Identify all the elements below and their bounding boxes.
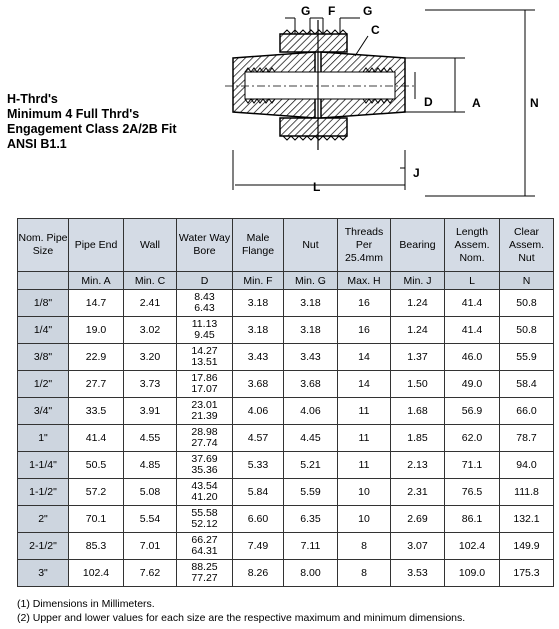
male-flange-cell: 3.43: [233, 344, 284, 371]
bearing-cell: 1.24: [391, 317, 445, 344]
clear-nut-cell: 58.4: [500, 371, 554, 398]
clear-nut-cell: 111.8: [500, 479, 554, 506]
clear-nut-cell: 78.7: [500, 425, 554, 452]
spec-line: H-Thrd's: [7, 92, 58, 106]
table-row: [18, 533, 554, 560]
nut-cell: 3.68: [284, 371, 338, 398]
male-flange-cell: 6.60: [233, 506, 284, 533]
length-cell: 71.1: [445, 452, 500, 479]
length-cell: 41.4: [445, 290, 500, 317]
threads-cell: 14: [338, 344, 391, 371]
clear-nut-cell: 132.1: [500, 506, 554, 533]
wall-cell: 4.55: [124, 425, 177, 452]
clear-nut-cell: 50.8: [500, 290, 554, 317]
bearing-cell: 1.85: [391, 425, 445, 452]
pipe-end-cell: 14.7: [69, 290, 124, 317]
clear-nut-cell: 149.9: [500, 533, 554, 560]
male-flange-cell: 5.33: [233, 452, 284, 479]
bore-min-value: 35.36: [191, 464, 218, 476]
spec-line: ANSI B1.1: [7, 137, 67, 151]
pipe-end-cell: 70.1: [69, 506, 124, 533]
bore-max-value: 8.43: [194, 291, 215, 303]
col-header: Pipe End: [69, 219, 124, 272]
wall-cell: 5.54: [124, 506, 177, 533]
bore-min-value: 21.39: [191, 410, 218, 422]
bore-cell: [177, 506, 233, 533]
bore-cell: [177, 425, 233, 452]
spec-line: Engagement Class 2A/2B Fit: [7, 122, 177, 136]
col-header: Male Flange: [233, 219, 284, 272]
bore-cell: [177, 290, 233, 317]
wall-cell: 5.08: [124, 479, 177, 506]
thread-spec-note: [7, 92, 177, 152]
wall-cell: 4.85: [124, 452, 177, 479]
clear-nut-cell: 175.3: [500, 560, 554, 587]
bore-max-value: 43.54: [191, 480, 218, 492]
bore-cell: [177, 560, 233, 587]
bearing-cell: 2.69: [391, 506, 445, 533]
bore-cell: [177, 452, 233, 479]
size-cell: 2-1/2": [18, 533, 69, 560]
length-cell: 86.1: [445, 506, 500, 533]
bore-min-value: 41.20: [191, 491, 218, 503]
clear-nut-cell: 66.0: [500, 398, 554, 425]
col-header: Bearing: [391, 219, 445, 272]
nut-cell: 5.59: [284, 479, 338, 506]
bore-min-value: 13.51: [191, 356, 218, 368]
bore-cell: [177, 398, 233, 425]
sub-header: Min. G: [284, 272, 338, 290]
bore-min-value: 77.27: [191, 572, 218, 584]
size-cell: 1": [18, 425, 69, 452]
bearing-cell: 2.31: [391, 479, 445, 506]
pipe-end-cell: 22.9: [69, 344, 124, 371]
dim-label-l: L: [313, 180, 321, 194]
male-flange-cell: 3.18: [233, 290, 284, 317]
bore-max-value: 28.98: [191, 426, 218, 438]
bearing-cell: 1.24: [391, 290, 445, 317]
bore-max-value: 88.25: [191, 561, 218, 573]
male-flange-cell: 3.68: [233, 371, 284, 398]
male-flange-cell: 5.84: [233, 479, 284, 506]
bearing-cell: 1.68: [391, 398, 445, 425]
pipe-end-cell: 50.5: [69, 452, 124, 479]
threads-cell: 16: [338, 290, 391, 317]
bore-max-value: 55.58: [191, 507, 218, 519]
size-cell: 1/4": [18, 317, 69, 344]
col-header: Threads Per 25.4mm: [338, 219, 391, 272]
bore-cell: [177, 533, 233, 560]
table-row: [18, 398, 554, 425]
sub-header: Min. C: [124, 272, 177, 290]
length-cell: 41.4: [445, 317, 500, 344]
male-flange-cell: 4.06: [233, 398, 284, 425]
pipe-end-cell: 57.2: [69, 479, 124, 506]
sub-header: Max. H: [338, 272, 391, 290]
bore-max-value: 66.27: [191, 534, 218, 546]
threads-cell: 10: [338, 506, 391, 533]
bore-min-value: 6.43: [194, 302, 215, 314]
nut-cell: 8.00: [284, 560, 338, 587]
bore-min-value: 9.45: [194, 329, 215, 341]
male-flange-cell: 3.18: [233, 317, 284, 344]
col-header: Wall: [124, 219, 177, 272]
size-cell: 3/4": [18, 398, 69, 425]
threads-cell: 8: [338, 560, 391, 587]
col-header: Clear Assem. Nut: [500, 219, 554, 272]
sub-header: D: [177, 272, 233, 290]
nut-cell: 4.45: [284, 425, 338, 452]
table-row: [18, 344, 554, 371]
sub-header: N: [500, 272, 554, 290]
dim-label-g-left: G: [301, 4, 311, 18]
nut-cell: 3.18: [284, 317, 338, 344]
threads-cell: 8: [338, 533, 391, 560]
size-cell: 2": [18, 506, 69, 533]
nut-cell: 3.18: [284, 290, 338, 317]
size-cell: 1-1/4": [18, 452, 69, 479]
pipe-end-cell: 27.7: [69, 371, 124, 398]
bore-max-value: 37.69: [191, 453, 218, 465]
bearing-cell: 2.13: [391, 452, 445, 479]
male-flange-cell: 8.26: [233, 560, 284, 587]
clear-nut-cell: 94.0: [500, 452, 554, 479]
sub-header: Min. F: [233, 272, 284, 290]
bearing-cell: 3.07: [391, 533, 445, 560]
nut-cell: 6.35: [284, 506, 338, 533]
wall-cell: 2.41: [124, 290, 177, 317]
bore-cell: [177, 317, 233, 344]
dim-label-f: F: [328, 4, 336, 18]
fitting-body: [225, 20, 415, 150]
threads-cell: 16: [338, 317, 391, 344]
table-row: [18, 371, 554, 398]
footnotes: [17, 597, 465, 625]
union-cross-section-drawing: [225, 0, 559, 206]
bore-min-value: 52.12: [191, 518, 218, 530]
threads-cell: 11: [338, 398, 391, 425]
table-row: [18, 290, 554, 317]
sub-header: Min. A: [69, 272, 124, 290]
length-cell: 102.4: [445, 533, 500, 560]
length-cell: 49.0: [445, 371, 500, 398]
bore-max-value: 17.86: [191, 372, 218, 384]
wall-cell: 3.73: [124, 371, 177, 398]
pipe-end-cell: 102.4: [69, 560, 124, 587]
col-header: Nut: [284, 219, 338, 272]
bearing-cell: 1.37: [391, 344, 445, 371]
col-header: Water Way Bore: [177, 219, 233, 272]
wall-cell: 7.01: [124, 533, 177, 560]
bore-min-value: 17.07: [191, 383, 218, 395]
sub-header: L: [445, 272, 500, 290]
bore-max-value: 23.01: [191, 399, 218, 411]
table-body: [18, 272, 554, 587]
dim-label-d: D: [424, 95, 433, 109]
threads-cell: 11: [338, 452, 391, 479]
bore-min-value: 64.31: [191, 545, 218, 557]
wall-cell: 3.02: [124, 317, 177, 344]
wall-cell: 7.62: [124, 560, 177, 587]
col-header: Nom. Pipe Size: [18, 219, 69, 272]
length-cell: 56.9: [445, 398, 500, 425]
dim-label-j: J: [413, 166, 420, 180]
size-cell: 3/8": [18, 344, 69, 371]
dim-label-n: N: [530, 96, 539, 110]
clear-nut-cell: 50.8: [500, 317, 554, 344]
nut-cell: 7.11: [284, 533, 338, 560]
threads-cell: 11: [338, 425, 391, 452]
threads-cell: 10: [338, 479, 391, 506]
size-cell: 1/2": [18, 371, 69, 398]
table-row: [18, 479, 554, 506]
table-row: [18, 317, 554, 344]
union-dimensions-table: [17, 218, 554, 587]
length-cell: 62.0: [445, 425, 500, 452]
nut-cell: 4.06: [284, 398, 338, 425]
bore-cell: [177, 479, 233, 506]
bore-max-value: 14.27: [191, 345, 218, 357]
subheader-row: [18, 272, 554, 290]
pipe-end-cell: 19.0: [69, 317, 124, 344]
pipe-end-cell: 41.4: [69, 425, 124, 452]
size-cell: 1/8": [18, 290, 69, 317]
male-flange-cell: 4.57: [233, 425, 284, 452]
length-cell: 76.5: [445, 479, 500, 506]
size-cell: 3": [18, 560, 69, 587]
table-row: [18, 425, 554, 452]
footnote: (2) Upper and lower values for each size are the respective maximum and minimum dimensions.: [17, 612, 466, 624]
table-row: [18, 452, 554, 479]
wall-cell: 3.91: [124, 398, 177, 425]
threads-cell: 14: [338, 371, 391, 398]
pipe-end-cell: 85.3: [69, 533, 124, 560]
bore-cell: [177, 344, 233, 371]
bearing-cell: 3.53: [391, 560, 445, 587]
sub-header: [18, 272, 69, 290]
male-flange-cell: 7.49: [233, 533, 284, 560]
clear-nut-cell: 55.9: [500, 344, 554, 371]
col-header: Length Assem. Nom.: [445, 219, 500, 272]
table-row: [18, 506, 554, 533]
length-cell: 46.0: [445, 344, 500, 371]
header-row: [18, 219, 554, 272]
nut-cell: 5.21: [284, 452, 338, 479]
footnote: (1) Dimensions in Millimeters.: [17, 598, 155, 610]
spec-line: Minimum 4 Full Thrd's: [7, 107, 140, 121]
pipe-end-cell: 33.5: [69, 398, 124, 425]
bore-cell: [177, 371, 233, 398]
sub-header: Min. J: [391, 272, 445, 290]
bore-min-value: 27.74: [191, 437, 218, 449]
bearing-cell: 1.50: [391, 371, 445, 398]
wall-cell: 3.20: [124, 344, 177, 371]
table-row: [18, 560, 554, 587]
dim-label-a: A: [472, 96, 481, 110]
dim-label-c: C: [371, 23, 380, 37]
size-cell: 1-1/2": [18, 479, 69, 506]
bore-max-value: 11.13: [191, 318, 218, 330]
nut-cell: 3.43: [284, 344, 338, 371]
length-cell: 109.0: [445, 560, 500, 587]
dim-label-g-right: G: [363, 4, 373, 18]
